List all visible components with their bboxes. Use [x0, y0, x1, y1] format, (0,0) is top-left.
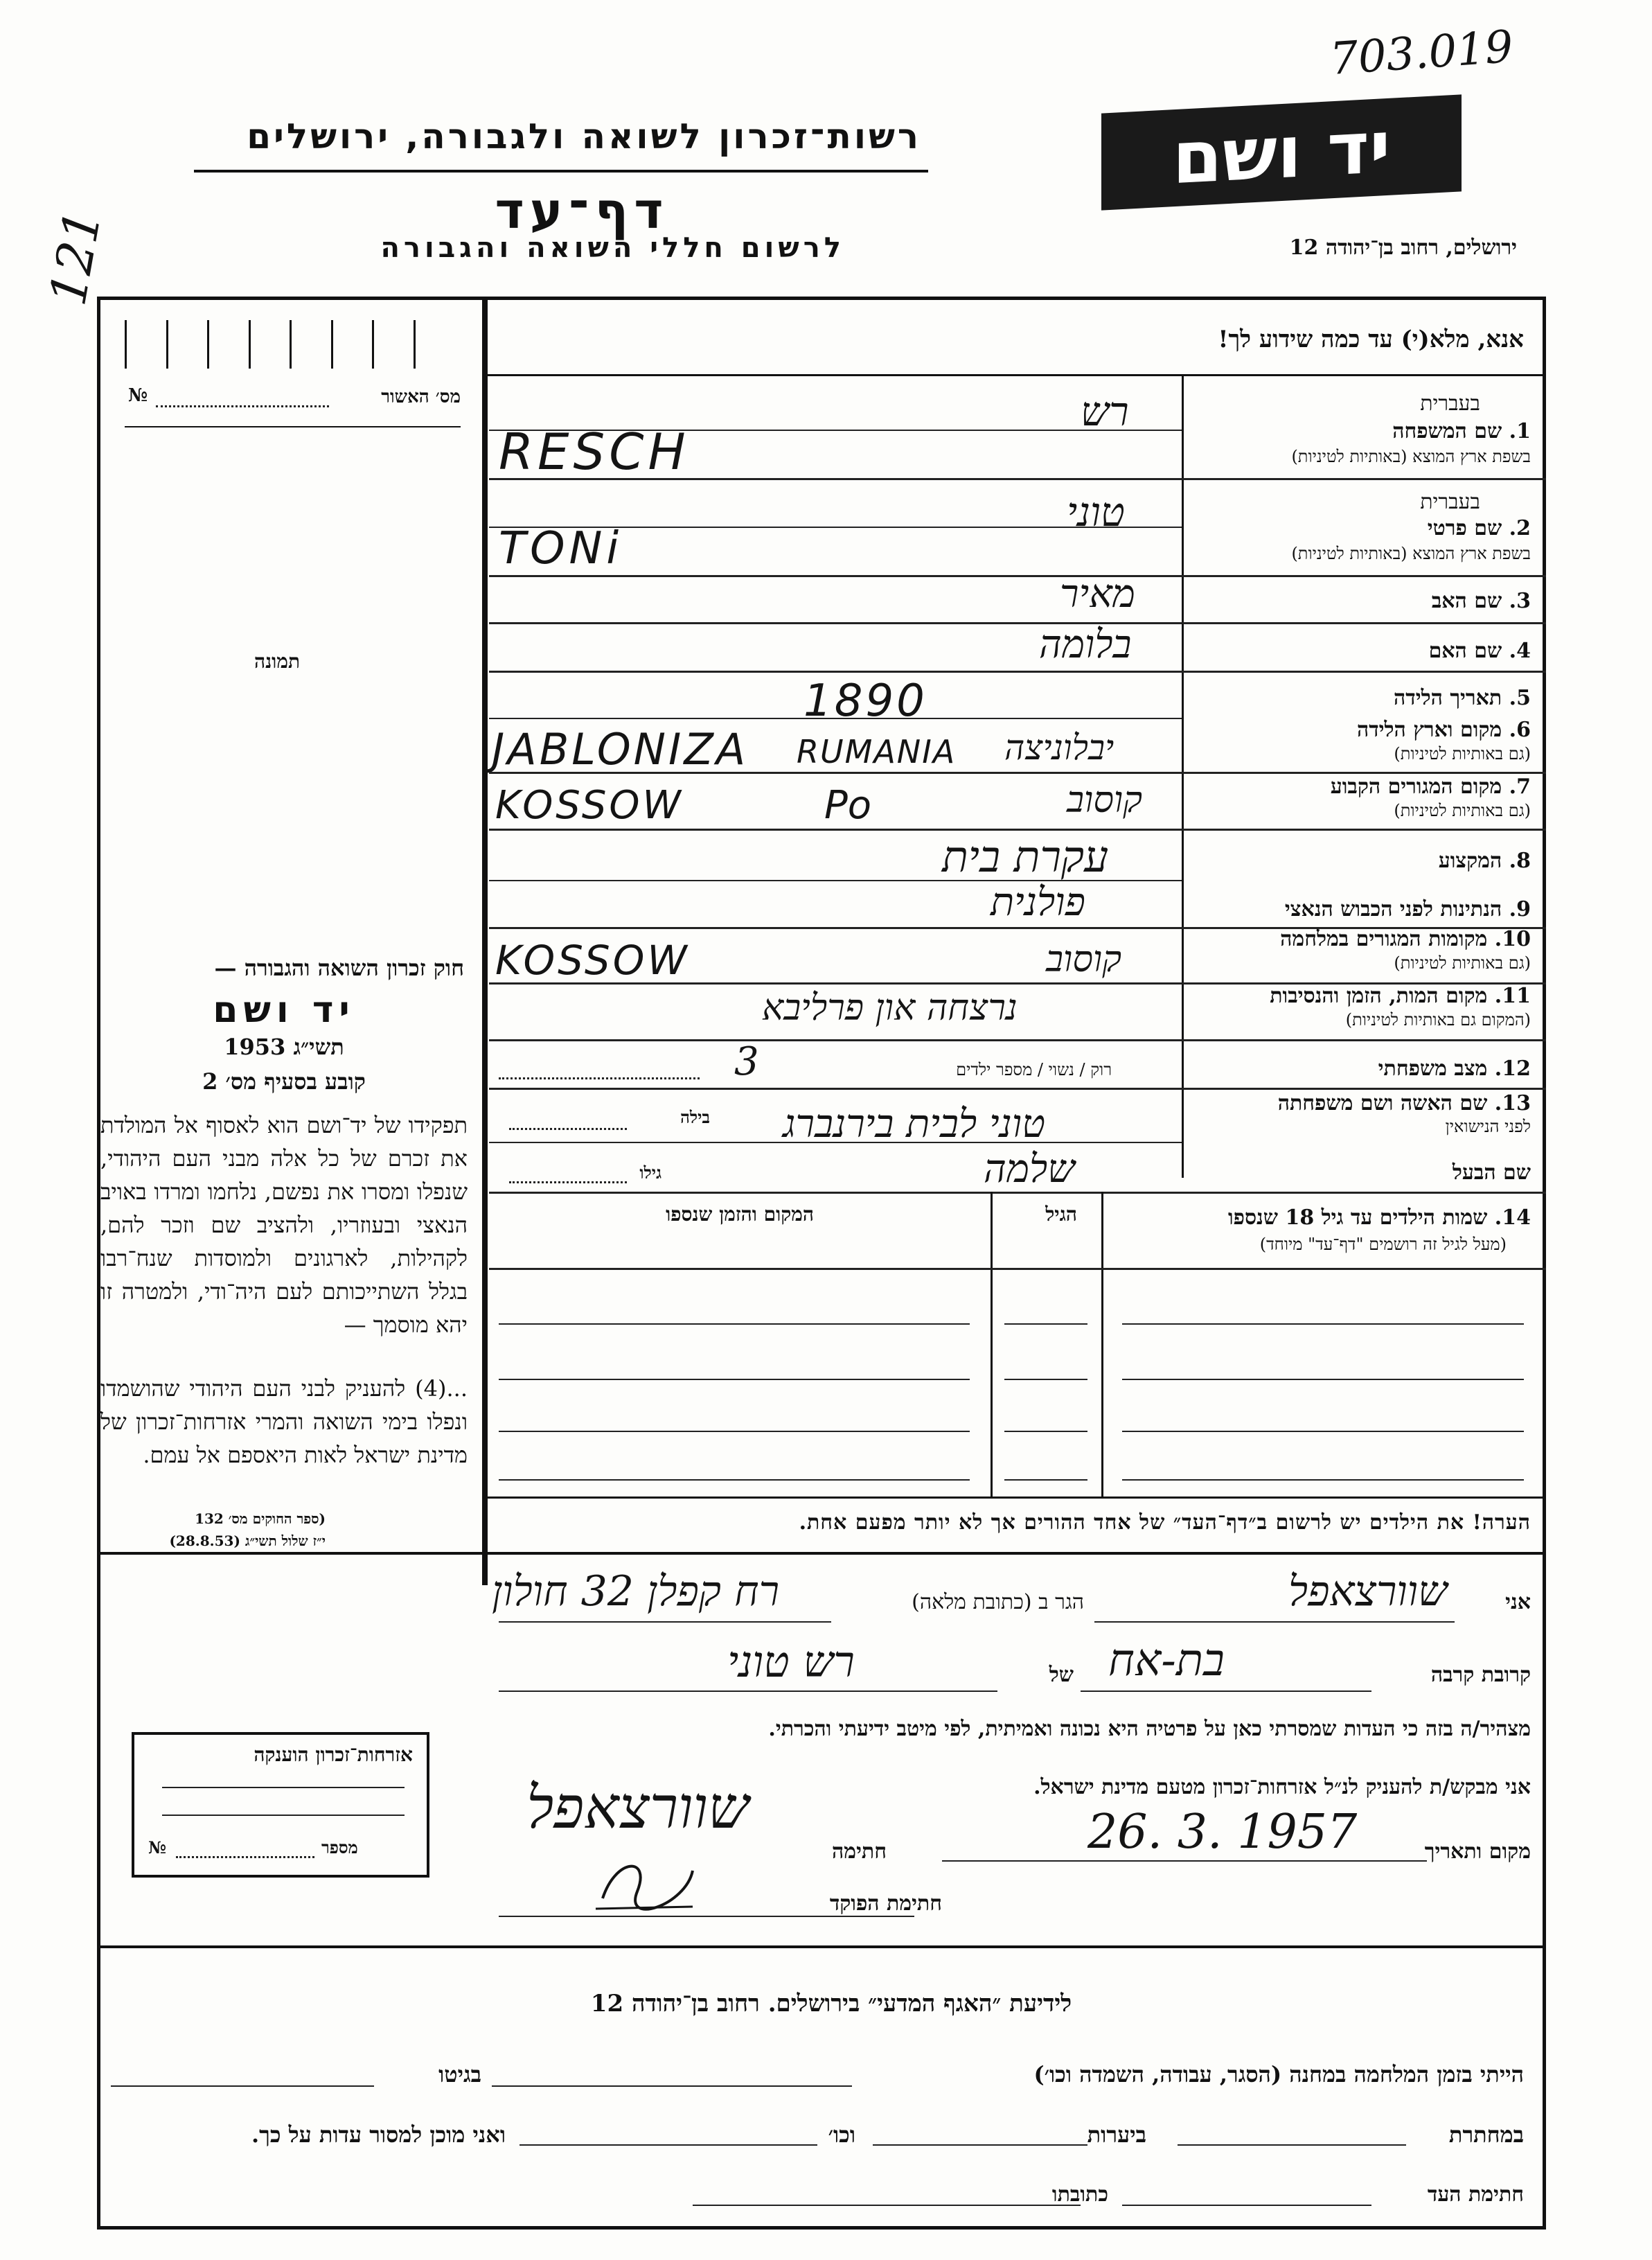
declarant-address-line	[499, 1621, 831, 1623]
field-7-value-he[interactable]: קוסוב	[1067, 779, 1143, 821]
field-7-sub: (גם באותיות לטיניות)	[1394, 801, 1531, 820]
husband-value[interactable]: שלמה	[984, 1147, 1075, 1192]
field-1-hebrew-tag: בעברית	[1420, 391, 1480, 416]
field-9-value[interactable]: פולנית	[991, 880, 1085, 925]
citizenship-line-2	[162, 1815, 405, 1816]
field-4-label	[1429, 639, 1531, 663]
field-10-num: 10.	[1494, 927, 1531, 951]
children-col-place: המקום והזמן שנספו	[666, 1203, 814, 1226]
children-label: 14. שמות הילדים עד גיל 18 שנספו	[1227, 1206, 1531, 1230]
footer-top-line	[97, 1945, 1546, 1948]
footer-line3-a: חתימת העד	[1427, 2182, 1524, 2207]
field-5-label-text: תאריך הלידה	[1394, 686, 1502, 710]
approval-field[interactable]	[156, 405, 329, 407]
field-11-value[interactable]: נרצחה און פרליבא	[762, 987, 1018, 1029]
address: ירושלים, רחוב בן־יהודה 12	[1289, 236, 1517, 260]
law-year: תשי״ג 1953	[224, 1034, 344, 1060]
field-13-line	[489, 1142, 1182, 1143]
field-3-num: 3.	[1509, 589, 1531, 613]
field-13-age-dots[interactable]	[509, 1128, 627, 1130]
citizenship-line-1	[162, 1787, 405, 1788]
children-row-3-c	[1122, 1431, 1524, 1432]
field-1-sub: בשפת ארץ המוצא (באותיות לטיניות)	[1291, 447, 1531, 466]
footer-line2-a: במחתרת	[1448, 2121, 1524, 2148]
footer-line1-field-2	[111, 2085, 374, 2087]
field-2-line-lat	[489, 575, 1546, 577]
signature-scribble	[589, 1843, 700, 1919]
citizenship-box-title: אזרחות־זכרון הוענקה	[254, 1743, 413, 1766]
law-text-2: ...(4) להעניק לבני העם היהודי שהושמדו ונפלו בימי השואה והמרי אזרחות־זכרון של מדינת ישראל לאות היאספם אל עמם.	[100, 1375, 468, 1468]
declarant-ani-value[interactable]: שוורצאפל	[1288, 1567, 1448, 1616]
field-5-num: 5.	[1509, 686, 1531, 710]
citizenship-no-dots[interactable]	[176, 1856, 314, 1858]
law-clause: קובע בסעיף מס׳ 2	[202, 1068, 366, 1095]
husband-age-dots[interactable]	[509, 1181, 627, 1183]
field-2-label	[1428, 516, 1531, 540]
field-11-num: 11.	[1494, 984, 1531, 1008]
field-2-num: 2.	[1509, 516, 1531, 540]
date-value[interactable]: 26. 3. 1957	[1087, 1805, 1358, 1860]
field-6-value-he[interactable]: יבלוניצה	[1004, 727, 1114, 768]
field-10-sub: (גם באותיות לטיניות)	[1394, 953, 1531, 973]
field-1-value-he[interactable]: רש	[1081, 388, 1129, 435]
declarant-address-value[interactable]: רח קפלן 32 חולון	[492, 1567, 780, 1616]
field-7-value-lat[interactable]: KOSSOW	[495, 783, 684, 828]
labels-column-border	[1182, 374, 1184, 1178]
field-11-sub: (המקום גם באותיות לטיניות)	[1345, 1010, 1531, 1030]
field-4-num: 4.	[1509, 639, 1531, 663]
instruction-divider	[485, 374, 1546, 376]
field-6-label	[1357, 718, 1531, 742]
field-10-label	[1280, 927, 1531, 951]
field-3-label-text: שם האב	[1431, 589, 1502, 613]
field-13-num: 13.	[1494, 1091, 1531, 1115]
children-col-age: הגיל	[1045, 1203, 1077, 1226]
field-2-hebrew-tag: בעברית	[1420, 490, 1480, 514]
declarant-of-label: של	[1049, 1663, 1074, 1687]
citizenship-no-label: מספר	[321, 1837, 358, 1857]
footer-line2-c: וכו׳	[828, 2121, 855, 2148]
law-ref: (ספר החוקים מס׳ 132	[195, 1510, 326, 1527]
form-title: דף־עד	[495, 182, 669, 240]
field-6-sub: (גם באותיות לטיניות)	[1394, 744, 1531, 763]
footer-line3-field-1	[1122, 2205, 1371, 2206]
approval-divider	[125, 426, 461, 427]
field-7-line	[489, 829, 1546, 831]
declarant-relation-line	[1081, 1690, 1371, 1692]
footer-line2-b: ביערות	[1087, 2121, 1146, 2148]
field-2-label-text: שם פרטי	[1427, 516, 1502, 540]
field-4-label-text: שם האם	[1428, 639, 1502, 663]
photo-label: תמונה	[254, 650, 301, 673]
instruction: אנא, מלא(י) עד כמה שידוע לך!	[1218, 326, 1524, 353]
margin-note: 121	[38, 206, 113, 310]
field-1-label	[1392, 419, 1531, 443]
field-12-dots	[499, 1077, 700, 1079]
form-subtitle: לרשום חללי השואה והגבורה	[380, 232, 845, 264]
field-2-sub: בשפת ארץ המוצא (באותיות לטיניות)	[1291, 544, 1531, 563]
field-8-label-text: המקצוע	[1438, 849, 1502, 873]
declarant-statement: מצהיר/ה בזה כי העדות שמסרתי כאן על פרטיה היא נכונה ואמיתית, לפי מיטב ידיעתי והכרתי.	[768, 1717, 1531, 1741]
field-1-line-lat	[489, 478, 1546, 480]
field-8-num: 8.	[1509, 849, 1531, 873]
approval-tally	[125, 320, 416, 369]
declarant-address-label: הגר ב (כתובת מלאה)	[912, 1590, 1084, 1614]
yad-vashem-logo	[1101, 94, 1462, 210]
declarant-of-value[interactable]: רש טוני	[727, 1636, 855, 1687]
field-5-label	[1394, 686, 1531, 710]
authority-line: רשות־זכרון לשואה ולגבורה, ירושלים	[247, 116, 921, 157]
declarant-of-line	[499, 1690, 997, 1692]
note-bottom-line	[97, 1552, 1546, 1555]
law-text: תפקידו של יד־ושם הוא לאסוף אל המולדת את זכרם של כל אלה מבני העם היהודי, שנפלו ומסרו את נפשם, נלחמו ומרדו באויב הנאצי ובעוזריו, ולהציב שם וזכר להם, לקהילות, לארגונים ולמוסדות שנח־רבו בגלל השתייכותם לעם היה־ודי, ולמטרה זו יהא מוסמך —	[100, 1112, 468, 1338]
footer-title: לידיעת ״האגף המדעי״ בירושלים. רחוב בן־יהודה 12	[590, 1990, 1072, 2018]
field-5-line	[489, 718, 1182, 719]
children-row-2-b	[1004, 1379, 1087, 1380]
children-header-line	[489, 1268, 1546, 1270]
footer-line3-b: כתובתו	[1051, 2182, 1108, 2207]
citizenship-box	[132, 1732, 429, 1878]
field-4-line	[489, 671, 1546, 673]
children-row-1-c	[1122, 1323, 1524, 1325]
field-6-label-text: מקום וארץ הלידה	[1356, 718, 1502, 742]
footer-line1-b: בגיטו	[438, 2061, 481, 2087]
children-col-div-2	[991, 1192, 993, 1497]
field-10-value-he[interactable]: קוסוב	[1046, 939, 1122, 980]
field-6-line	[489, 772, 1546, 774]
field-12-line	[489, 1088, 1546, 1090]
field-1-value-lat[interactable]: RESCH	[499, 423, 690, 481]
husband-tag: גילו	[639, 1163, 661, 1183]
children-row-4-b	[1004, 1479, 1087, 1481]
field-1-num: 1.	[1509, 419, 1531, 443]
field-2-value-he[interactable]: טוני	[1067, 488, 1125, 536]
field-7-label	[1331, 775, 1531, 799]
field-13-value[interactable]: טוני לבית בירנברג	[783, 1102, 1046, 1147]
field-11-line	[489, 1039, 1546, 1041]
field-6-value-lat2[interactable]: RUMANIA	[797, 733, 957, 770]
declarant-relation-label: קרובת קרבה	[1430, 1663, 1531, 1687]
field-3-label	[1432, 589, 1531, 613]
footer-line1-field	[492, 2085, 852, 2087]
children-row-4-c	[1122, 1479, 1524, 1481]
law-title: חוק זכרון השואה והגבורה —	[214, 955, 464, 981]
logo-text: יד ושם	[1172, 104, 1391, 201]
field-6-value-lat[interactable]: JABLONIZA	[492, 724, 749, 775]
declarant-ani-line	[1094, 1621, 1455, 1623]
official-sig-line	[499, 1916, 914, 1917]
declarant-ani-label: אני	[1505, 1590, 1531, 1614]
field-6-num: 6.	[1509, 718, 1531, 742]
field-12-sub: רוק / נשוי / מספר ילדים	[956, 1060, 1112, 1079]
field-3-line	[489, 622, 1546, 624]
footer-line2-field-1	[1178, 2144, 1406, 2146]
field-12-num: 12.	[1494, 1057, 1531, 1081]
official-sig-label: חתימת הפוקד	[829, 1891, 942, 1916]
field-2-value-lat[interactable]: TONi	[499, 523, 623, 574]
footer-line2-d: ואני מוכן למסור עדות על כך.	[251, 2121, 506, 2148]
children-row-4-a	[499, 1479, 970, 1481]
approval-label: מס׳ האשור	[381, 387, 461, 407]
children-row-2-a	[499, 1379, 970, 1380]
field-9-num: 9.	[1509, 897, 1531, 921]
field-4-value[interactable]: בלומה	[1039, 622, 1132, 667]
signature-label: חתימה	[832, 1839, 887, 1864]
children-row-3-b	[1004, 1431, 1087, 1432]
field-13-sub: לפני הנישואין	[1445, 1117, 1531, 1136]
field-7-label-text: מקום המגורים הקבוע	[1330, 775, 1502, 799]
field-13-label	[1278, 1091, 1531, 1115]
note: הערה! את הילדים יש לרשום ב״דף־העד״ של אחד ההורים אך לא יותר מפעם אחת.	[799, 1510, 1531, 1535]
law-ref-2: י״ז שלול תשי״ג (28.8.53)	[169, 1533, 326, 1549]
children-bottom-line	[485, 1497, 1546, 1499]
declarant-request: אני מבקש/ת להעניק לנ״ל אזרחות־זכרון מטעם מדינת ישראל.	[1033, 1775, 1531, 1799]
field-10-label-text: מקומות המגורים במלחמה	[1280, 927, 1488, 951]
field-8-label	[1439, 849, 1531, 873]
husband-label: שם הבעל	[1452, 1160, 1531, 1185]
field-9-label-text: הנתינות לפני הכבוש הנאצי	[1284, 897, 1502, 921]
archive-number: 703.019	[1328, 21, 1515, 86]
field-13-label-text: שם האשה ושם משפחתה	[1277, 1091, 1488, 1115]
field-1-label-text: שם המשפחה	[1392, 419, 1502, 443]
citizenship-no-sign: №	[148, 1837, 167, 1857]
field-5-value[interactable]: 1890	[803, 676, 927, 727]
field-9-label	[1285, 897, 1531, 921]
place-date-label: מקום ותאריך	[1424, 1839, 1531, 1864]
children-row-1-b	[1004, 1323, 1087, 1325]
field-10-value-lat[interactable]: KOSSOW	[495, 937, 690, 984]
field-11-label	[1270, 984, 1531, 1008]
field-8-value[interactable]: עקרת בית	[942, 831, 1109, 882]
footer-line2-field-2	[873, 2144, 1087, 2146]
field-7-num: 7.	[1509, 775, 1531, 799]
children-col-div-1	[1101, 1192, 1103, 1497]
declarant-relation-value[interactable]: בת-אח	[1108, 1635, 1225, 1686]
signature-value[interactable]: שוורצאפל	[526, 1774, 749, 1842]
field-11-label-text: מקום המות, הזמן והנסיבות	[1270, 984, 1488, 1008]
children-row-2-c	[1122, 1379, 1524, 1380]
authority-underline	[194, 170, 928, 173]
children-row-3-a	[499, 1431, 970, 1432]
date-line	[942, 1860, 1427, 1862]
law-name: יד ושם	[213, 989, 355, 1031]
footer-line1-a: הייתי בזמן המלחמה במחנה (הסגר, עבודה, השמדה וכו׳)	[1033, 2061, 1524, 2087]
field-12-value[interactable]: 3	[734, 1039, 759, 1084]
footer-line3-field-2	[693, 2205, 1081, 2206]
field-13-tag: בילה	[680, 1107, 710, 1127]
children-sub: (מעל לגיל זה רושמים "דף־עד" מיוחד)	[1259, 1235, 1507, 1254]
footer-line2-field-3	[519, 2144, 817, 2146]
field-12-label	[1378, 1057, 1531, 1081]
husband-line	[489, 1192, 1546, 1194]
field-12-label-text: מצב משפחתי	[1378, 1057, 1488, 1081]
children-row-1-a	[499, 1323, 970, 1325]
field-3-value[interactable]: מאיר	[1060, 572, 1135, 617]
field-7-value-lat2[interactable]: Po	[824, 783, 872, 828]
fields-left-border	[485, 297, 488, 1585]
approval-no-sign: №	[128, 385, 148, 406]
